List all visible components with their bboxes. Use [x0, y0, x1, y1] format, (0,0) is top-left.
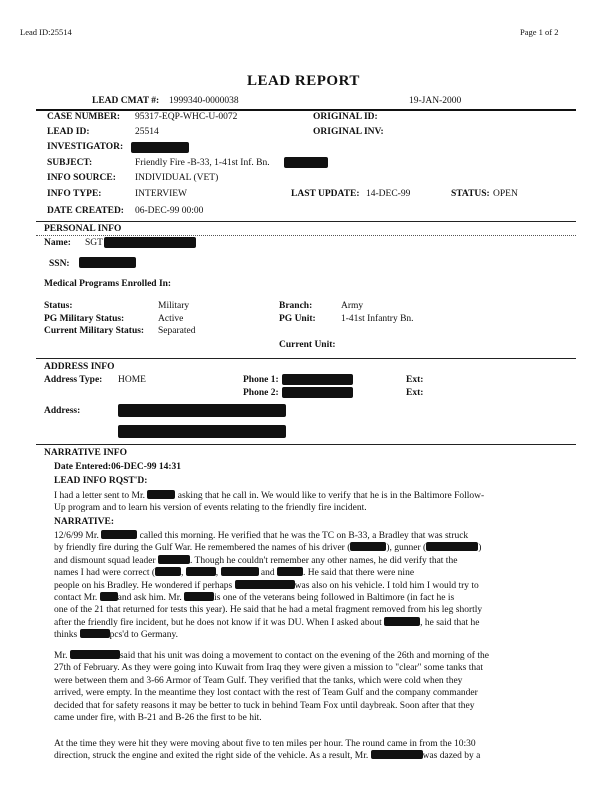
report-date: 19-JAN-2000 — [409, 96, 462, 106]
text-run: I had a letter sent to Mr. — [54, 491, 146, 501]
date-created-label: DATE CREATED: — [47, 206, 124, 216]
branch-label: Branch: — [279, 301, 313, 311]
text-run: asking that he call in. We would like to verify that he is in the Baltimore Follow- — [177, 491, 485, 501]
redaction-bar — [101, 530, 137, 539]
original-id-label: ORIGINAL ID: — [313, 112, 378, 122]
medical-programs-label: Medical Programs Enrolled In: — [44, 279, 172, 289]
date-created: 06-DEC-99 00:00 — [135, 206, 204, 216]
narrative-paragraph-3 — [54, 738, 574, 763]
redaction-bar — [282, 387, 353, 398]
text-run: . He said that there were nine — [302, 568, 415, 579]
case-number: 95317-EQP-WHC-U-0072 — [135, 112, 238, 122]
page-header-lead-id: Lead ID:25514 — [20, 27, 72, 37]
text-run: , — [181, 568, 184, 579]
lead-cmat-value: 1999340-0000038 — [169, 96, 239, 106]
narrative-paragraph-1 — [54, 530, 574, 642]
text-run: after the friendly fire incident, but he does not know if it was DU. When I asked about — [54, 617, 382, 628]
text-run: is one of the veterans being followed in Baltimore (in fact he is — [214, 593, 455, 604]
text-run: direction, struck the engine and exited the right side of the vehicle. As a result, Mr. — [54, 751, 369, 762]
redaction-bar — [118, 425, 286, 438]
subject-label: SUBJECT: — [47, 158, 93, 168]
text-run: thinks — [54, 630, 78, 641]
text-run: and — [260, 568, 275, 579]
narrative-label: NARRATIVE: — [54, 517, 114, 527]
narrative-paragraph-2 — [54, 650, 574, 724]
text-run: Mr. — [54, 651, 68, 661]
text-run: ), gunner ( — [386, 543, 427, 554]
lead-id-label: LEAD ID: — [47, 127, 90, 137]
personal-info-heading: PERSONAL INFO — [44, 224, 122, 234]
redaction-bar — [104, 237, 196, 248]
redaction-bar — [184, 592, 214, 601]
text-run: decided that for safety reasons it may be better to tuck in behind Team Fox until daybreak. Soon after that they — [54, 700, 475, 711]
case-number-label: CASE NUMBER: — [47, 112, 121, 122]
pg-unit-label: PG Unit: — [279, 314, 316, 324]
redaction-bar — [350, 542, 386, 551]
branch: Army — [341, 301, 364, 311]
text-run: one of the 21 that returned for tests this year). He said that he had a metal fragment removed from his leg shortly — [54, 605, 483, 616]
info-type-label: INFO TYPE: — [47, 189, 102, 199]
text-run: contact Mr. — [54, 593, 98, 604]
redaction-bar — [277, 567, 303, 576]
redaction-bar — [235, 580, 295, 589]
section-rule — [36, 358, 576, 359]
address-info-heading: ADDRESS INFO — [44, 362, 115, 372]
address-type: HOME — [118, 375, 146, 385]
text-run: people on his Bradley. He wondered if perhaps — [54, 580, 233, 591]
redaction-bar — [70, 650, 120, 659]
lead-id: 25514 — [135, 127, 159, 137]
text-run: and ask him. Mr. — [117, 593, 182, 604]
lead-info-requested-label: LEAD INFO RQST'D: — [54, 476, 148, 486]
name-prefix: SGT — [85, 238, 103, 248]
section-rule — [36, 444, 576, 445]
address-type-label: Address Type: — [44, 375, 103, 385]
redaction-bar — [118, 404, 286, 417]
status-label: STATUS: — [451, 189, 490, 199]
section-rule — [36, 221, 576, 222]
redaction-bar — [155, 567, 184, 579]
redaction-bar — [384, 617, 420, 626]
redaction-bar — [371, 750, 423, 759]
text-run: names I had were correct ( — [54, 568, 156, 579]
subject: Friendly Fire -B-33, 1-41st Inf. Bn. — [135, 158, 270, 168]
phone2-label: Phone 2: — [243, 388, 279, 398]
military-status-label: Status: — [44, 301, 73, 311]
text-run: arrived, were empty. In the meantime they lost contact with the rest of Team Gulf and the company commander — [54, 688, 478, 699]
text-run: said that his unit was doing a movement to contact on the evening of the 26th and morning of the — [119, 651, 489, 661]
pg-military-status: Active — [158, 314, 184, 324]
header-rule — [36, 109, 576, 111]
text-run: by friendly fire during the Gulf War. He remembered the names of his driver ( — [54, 543, 351, 554]
date-entered: Date Entered:06-DEC-99 14:31 — [54, 462, 181, 472]
redaction-bar — [158, 555, 190, 564]
ext1-label: Ext: — [406, 375, 424, 385]
heading-underline — [36, 235, 576, 236]
lead-cmat-label: LEAD CMAT #: — [92, 96, 160, 106]
text-run: was dazed by a — [422, 751, 481, 762]
redaction-bar — [426, 542, 478, 551]
redaction-bar — [282, 374, 353, 385]
original-inv-label: ORIGINAL INV: — [313, 127, 384, 137]
pg-military-status-label: PG Military Status: — [44, 314, 125, 324]
military-status: Military — [158, 301, 190, 311]
text-run: ) — [478, 543, 482, 554]
info-source-label: INFO SOURCE: — [47, 173, 116, 183]
text-run: At the time they were hit they were moving about five to ten miles per hour. The round came in from the 10:30 — [54, 739, 476, 749]
text-run: , he said that he — [420, 617, 480, 628]
redaction-bar — [186, 567, 219, 579]
narrative-info-heading: NARRATIVE INFO — [44, 448, 127, 458]
info-source: INDIVIDUAL (VET) — [135, 173, 219, 183]
text-run: . Though he couldn't remember any other names, he did verify that the — [189, 555, 458, 566]
redaction-bar — [284, 157, 328, 168]
ssn-label: SSN: — [49, 259, 70, 269]
name-label: Name: — [44, 238, 71, 248]
text-run: was also on his vehicle. I told him I would try to — [294, 580, 479, 591]
text-run: came under fire, with B-21 and B-26 the first to be hit. — [54, 713, 262, 724]
redaction-bar — [79, 257, 136, 268]
address-label: Address: — [44, 406, 81, 416]
text-run: were between them and 3-66 Armor of Team Gulf. They verified that the tanks, which were cold when they — [54, 675, 463, 686]
investigator-label: INVESTIGATOR: — [47, 142, 124, 152]
request-paragraph — [54, 490, 574, 515]
current-military-status: Separated — [158, 326, 196, 336]
page-number: Page 1 of 2 — [520, 27, 559, 37]
redaction-bar — [147, 490, 175, 499]
last-update: 14-DEC-99 — [366, 189, 411, 199]
text-run: 12/6/99 Mr. — [54, 531, 99, 541]
last-update-label: LAST UPDATE: — [291, 189, 360, 199]
text-run: Up program and to learn his version of events relating to the friendly fire incident. — [54, 503, 367, 514]
text-run: and dismount squad leader — [54, 555, 156, 566]
redaction-bar — [100, 592, 118, 601]
text-run: 27th of February. As they were going into Kuwait from Iraq they were given a mission to "clear" some tanks that — [54, 663, 483, 674]
info-type: INTERVIEW — [135, 189, 187, 199]
text-run: called this morning. He verified that he was the TC on B-33, a Bradley that was struck — [139, 531, 469, 541]
current-military-status-label: Current Military Status: — [44, 326, 145, 336]
report-title: LEAD REPORT — [247, 73, 360, 89]
text-run: , — [215, 568, 219, 579]
redaction-bar — [80, 629, 110, 638]
ext2-label: Ext: — [406, 388, 424, 398]
phone1-label: Phone 1: — [243, 375, 279, 385]
pg-unit: 1-41st Infantry Bn. — [341, 314, 414, 324]
current-unit-label: Current Unit: — [279, 340, 336, 350]
redaction-bar — [221, 567, 259, 576]
text-run: pcs'd to Germany. — [109, 630, 178, 641]
status-value: OPEN — [493, 189, 518, 199]
redaction-bar — [131, 142, 189, 153]
